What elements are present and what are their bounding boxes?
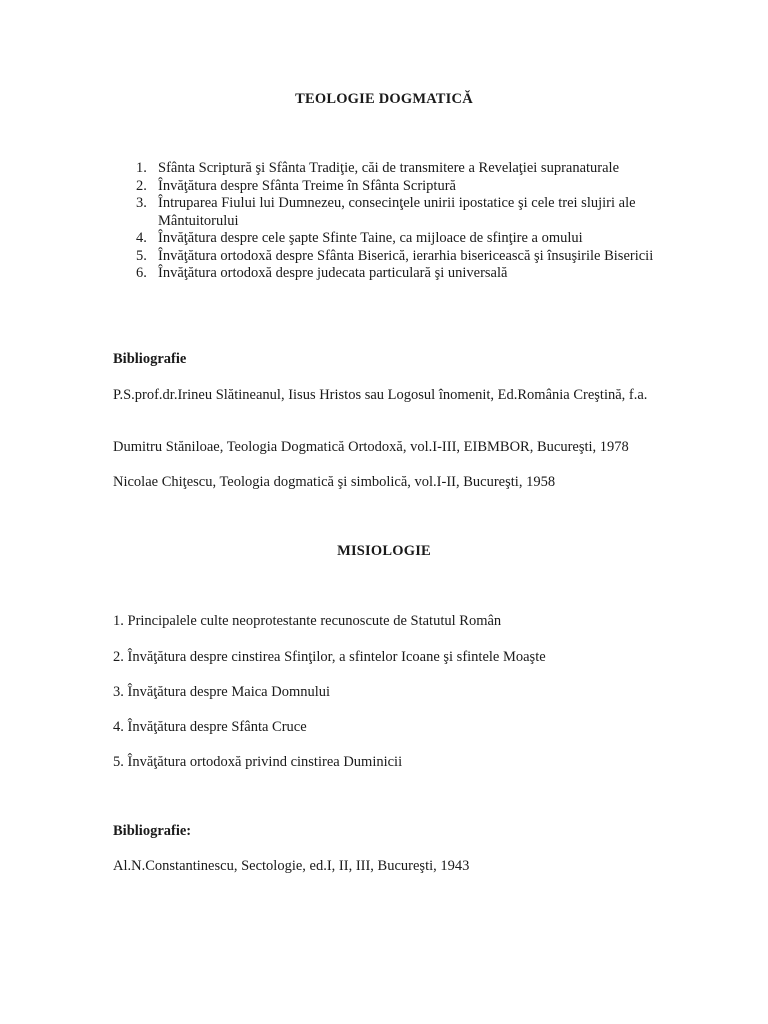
bibliography-heading: Bibliografie: bbox=[113, 823, 192, 839]
list-item-number: 2. bbox=[136, 177, 147, 194]
bibliography-entry: Nicolae Chiţescu, Teologia dogmatică şi simbolică, vol.I-II, Bucureşti, 1958 bbox=[113, 474, 556, 490]
list-item-number: 5. bbox=[136, 247, 147, 264]
list-item-number: 1. bbox=[136, 160, 147, 176]
list-item bbox=[113, 160, 673, 178]
list-item-text: Întruparea Fiului lui Dumnezeu, consecinţele unirii ipostatice şi cele trei slujiri ale Mântuitorului bbox=[158, 195, 636, 229]
section-title-misiologie: MISIOLOGIE bbox=[337, 543, 431, 559]
list-item-number: 3. bbox=[136, 195, 147, 211]
list-item: 3. Învăţătura despre Maica Domnului bbox=[113, 684, 331, 700]
list-item-text: Învăţătura despre Sfânta Treime în Sfânta Scriptură bbox=[158, 177, 456, 194]
section-title-teologie-dogmatica: TEOLOGIE DOGMATICĂ bbox=[295, 91, 473, 107]
list-item: 4. Învăţătura despre Sfânta Cruce bbox=[113, 719, 307, 735]
list-item bbox=[113, 195, 673, 230]
list-item bbox=[113, 248, 673, 266]
bibliography-entry: Dumitru Stăniloae, Teologia Dogmatică Ortodoxă, vol.I-III, EIBMBOR, Bucureşti, 1978 bbox=[113, 439, 629, 455]
bibliography-heading: Bibliografie bbox=[113, 351, 187, 367]
list-item-text: Învăţătura despre cele şapte Sfinte Taine, ca mijloace de sfinţire a omului bbox=[158, 230, 583, 246]
list-item-text: Învăţătura ortodoxă despre Sfânta Biserică, ierarhia bisericească şi însuşirile Bisericii bbox=[158, 247, 654, 264]
list-item-text: Sfânta Scriptură şi Sfânta Tradiţie, căi de transmitere a Revelaţiei supranaturale bbox=[158, 160, 620, 176]
list-item-text: Învăţătura ortodoxă despre judecata particulară şi universală bbox=[158, 265, 508, 281]
list-item bbox=[113, 178, 673, 196]
list-item bbox=[113, 265, 673, 283]
list-item: 1. Principalele culte neoprotestante recunoscute de Statutul Român bbox=[113, 613, 502, 629]
bibliography-entry: Al.N.Constantinescu, Sectologie, ed.I, II, III, Bucureşti, 1943 bbox=[113, 858, 470, 874]
list-item bbox=[113, 230, 673, 248]
list-item-number: 4. bbox=[136, 230, 147, 246]
list-item-number: 6. bbox=[136, 265, 147, 281]
list-item: 2. Învăţătura despre cinstirea Sfinţilor, a sfintelor Icoane şi sfintele Moaşte bbox=[113, 649, 546, 665]
bibliography-entry: P.S.prof.dr.Irineu Slătineanul, Iisus Hristos sau Logosul înomenit, Ed.România Creştină, f.a. bbox=[113, 387, 648, 403]
topics-list-teologie bbox=[113, 160, 673, 283]
list-item: 5. Învăţătura ortodoxă privind cinstirea Duminicii bbox=[113, 754, 403, 770]
